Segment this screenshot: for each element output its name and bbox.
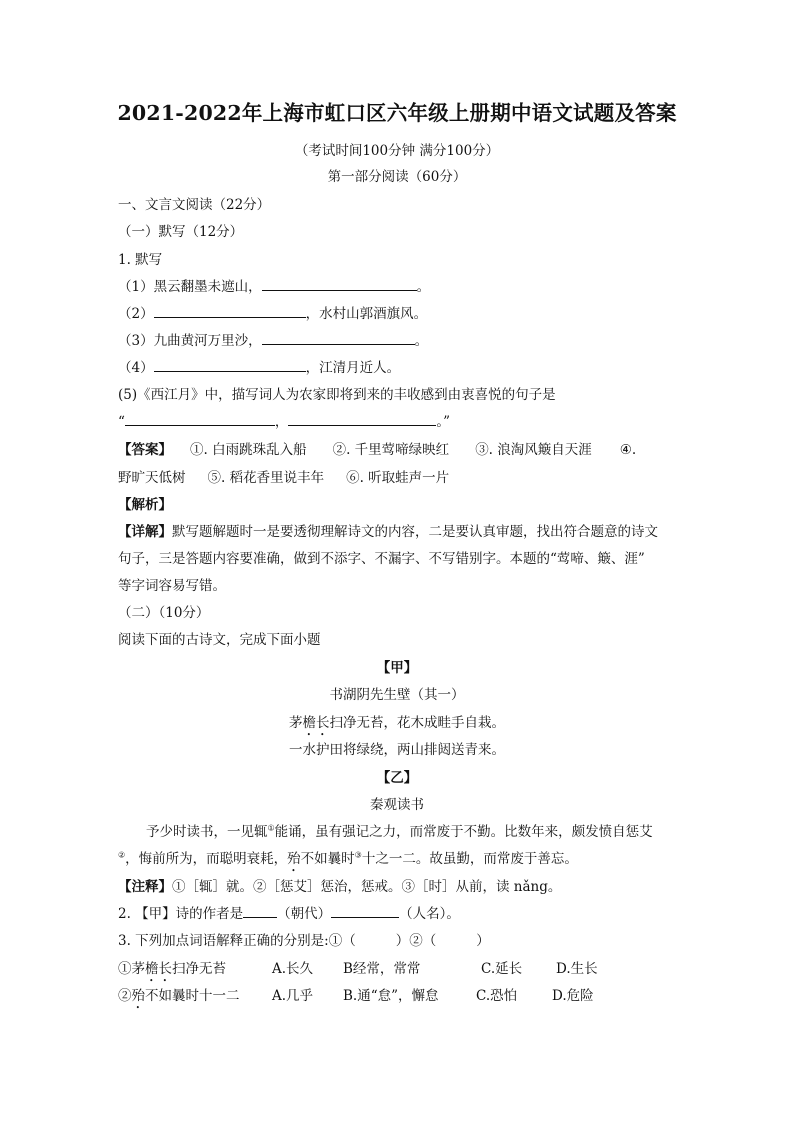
answer-6: ⑥. 听取蛙声一片 [346,470,450,486]
poem-text: 扫净无苔，花木成畦手自栽。 [329,715,505,731]
q1-item-4-suffix: ，江清月近人。 [305,360,401,376]
answer-5: ⑤. 稻花香里说丰年 [207,470,325,486]
answer-line-2 [118,466,449,486]
q1-item-3-suffix: 。 [414,333,429,349]
q3-item-text: ①茅 [118,961,145,977]
poem-text: 茅 [289,715,303,731]
q1-item-5: (5)《西江月》中，描写词人为农家即将到来的丰收感到由衷喜悦的句子是 [118,387,556,403]
reading-instruction: 阅读下面的古诗文，完成下面小题 [118,632,321,648]
answer-blank [262,277,417,291]
passage-text: 不如曩时 [300,851,355,867]
q1-item-2 [118,302,427,322]
q2-text: （人名）。 [399,906,460,922]
footnote-marker: ③ [354,850,362,860]
q3-row-2-option-b: B.通“怠”，懈怠 [343,988,439,1004]
passage-text: 予少时读书，一见辄 [146,824,268,840]
note-text: ①［辄］就。②［惩艾］惩治，惩戒。③［时］从前，读 nǎng。 [172,879,562,895]
q3-text: 3. 下列加点词语解释正确的分别是:①（ [118,933,356,949]
exam-info: （考试时间100分钟 满分100分） [294,143,500,159]
answer-label: 【答案】 [118,442,172,458]
q3-row-1 [118,957,226,985]
q3-text: ）②（ [395,933,437,949]
q1-item-1-suffix: 。 [416,279,431,295]
answer-blank [262,331,415,345]
q3-item-text: 扫净无苔 [172,961,226,977]
passage-text: 十之一二。故虽勤，而常废于善忘。 [361,851,578,867]
q3-row-1-option-b: B经常，常常 [343,961,421,977]
dotted-word: 殆 [131,988,145,1004]
passage-line-2 [118,847,578,875]
answer-4-number: ④. [619,442,637,458]
detail-line-1 [118,520,658,540]
answer-2: ②. 千里莺啼绿映红 [332,442,450,458]
answer-3: ③. 浪淘风簸自天涯 [475,442,592,458]
footnote-marker: ② [118,850,126,860]
q1-item-3 [118,329,428,349]
q1-item-1 [118,275,430,295]
q3-row-2 [118,984,240,1012]
poem-line-2: 一水护田将绿绕，两山排闼送青来。 [289,742,505,758]
detail-line-2: 句子，三是答题内容要准确，做到不添字、不漏字、不写错别字。本题的“莺啼、簸、涯” [118,551,645,567]
q3-row-1-option-c: C.延长 [481,961,523,977]
q1-item-3-prefix: （3）九曲黄河万里沙， [118,333,262,349]
detail-label: 【详解】 [118,524,172,540]
q1-item-5-blanks [118,410,450,430]
q3-item-text: ② [118,988,132,1004]
passage-title: 秦观读书 [370,797,424,813]
dotted-word: 檐长 [302,715,330,731]
passage-line-1 [146,820,653,840]
part-heading: 第一部分阅读（60分） [327,169,467,185]
q3-item-text: 不如曩时十一二 [145,988,240,1004]
answer-1: ①. 白雨跳珠乱入船 [190,442,307,458]
q1-item-4 [118,356,400,376]
answer-blank [331,904,399,918]
question-2 [118,902,460,922]
close-quote: 。” [436,414,451,430]
footnote-marker: ① [267,823,275,833]
answer-4-text: 野旷天低树 [118,470,186,486]
answer-blank [125,412,275,426]
passage-text: ，悔前所为，而聪明衰耗， [125,851,288,867]
q3-row-2-option-c: C.恐怕 [476,988,518,1004]
answer-blank [154,358,306,372]
open-quote: “ [118,414,125,430]
question-3-stem [118,929,490,949]
q3-row-1-option-d: D.生长 [556,961,598,977]
section-heading: 一、文言文阅读（22分） [118,197,271,213]
q2-text: 2. 【甲】诗的作者是 [118,906,244,922]
analysis-label: 【解析】 [118,497,172,513]
subsection-heading: （一）默写（12分） [118,224,244,240]
annotation-line [118,875,561,895]
poem-jia-label: 【甲】 [376,660,418,676]
note-label: 【注释】 [118,879,172,895]
page-title: 2021-2022年上海市虹口区六年级上册期中语文试题及答案 [117,101,677,125]
question-1-label: 1. 默写 [118,252,163,268]
passage-yi-label: 【乙】 [376,770,418,786]
subsection-2-heading: （二）（10分） [118,605,210,621]
detail-text-1: 默写题解题时一是要透彻理解诗文的内容，二是要认真审题，找出符合题意的诗文 [172,524,658,540]
answer-blank [288,412,436,426]
answer-blank [243,904,277,918]
dotted-word: 檐长 [145,961,172,977]
answer-line-1 [118,438,636,458]
poem-title: 书湖阴先生壁（其一） [329,687,465,703]
passage-text: 能诵，虽有强记之力，而常废于不勤。比数年来，颇发愤自惩艾 [274,824,653,840]
q1-item-2-prefix: （2） [118,306,154,322]
q1-item-2-suffix: ，水村山郭酒旗风。 [305,306,428,322]
q1-item-4-prefix: （4） [118,360,154,376]
detail-line-3: 等字词容易写错。 [118,578,226,594]
q1-item-1-prefix: （1）黑云翻墨未遮山， [118,279,262,295]
q3-row-2-option-a: A.几乎 [272,988,314,1004]
q3-row-1-option-a: A.长久 [272,961,314,977]
dotted-word: 殆 [287,851,301,867]
answer-blank [154,304,306,318]
comma: ， [274,414,289,430]
q3-text: ） [476,933,490,949]
poem-line-1 [0,711,794,739]
q2-text: （朝代） [277,906,332,922]
q3-row-2-option-d: D.危险 [552,988,594,1004]
